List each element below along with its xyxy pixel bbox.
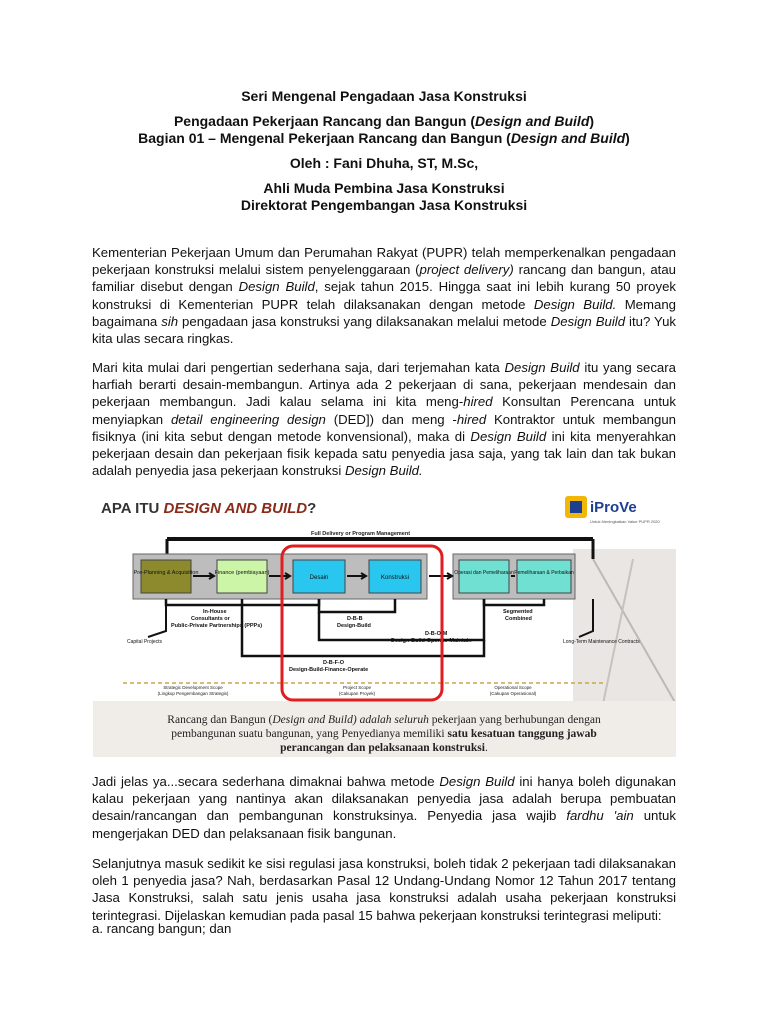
box-finance	[217, 560, 267, 593]
label-dbom: D-B-O-M	[425, 631, 448, 637]
label-longterm: Long-Term Maintenance Contracts	[563, 639, 640, 645]
author-position: Ahli Muda Pembina Jasa Konstruksi	[263, 180, 505, 196]
text-run: Konsultan Perencana untuk menyiapkan	[92, 394, 676, 427]
text-run: , sejak tahun 2015. Hingga saat ini lebih kurang 50 proyek konstruksi di Kementerian PUPR telah dilaksanakan dengan metode	[92, 279, 676, 312]
italic-run: Design Build	[550, 313, 626, 329]
figure-diagram	[93, 489, 676, 757]
text-run: untuk mengerjakan DED dan pelaksanaan fisik bangunan.	[92, 808, 676, 841]
box-preplanning-label: Pre-Planning & Acquisition	[133, 570, 199, 576]
logo-subtext: Untuk Meningkatkan Value PUPR 2020	[590, 519, 660, 524]
label-inhouse: In-House	[203, 609, 227, 615]
text-run: (DED]) dan meng -	[325, 411, 457, 427]
text-run: rancang dan bangun, atau familiar disebut dengan	[92, 262, 676, 295]
paragraph-3	[92, 773, 676, 842]
top-bar-label: Full Delivery or Program Management	[311, 531, 411, 537]
caption-line-1: Rancang dan Bangun (Design and Build) adalah seluruh pekerjaan yang berhubungan dengan	[167, 714, 601, 726]
box-desain-label: Desain	[309, 575, 329, 581]
paragraph-4	[92, 855, 676, 924]
italic-run: hired	[456, 411, 487, 427]
italic-run: fardhu 'ain	[566, 808, 634, 824]
label-capital: Capital Projects	[127, 639, 163, 645]
box-pemeliharaan	[517, 560, 571, 593]
figure-heading: APA ITU DESIGN AND BUILD?	[101, 500, 317, 517]
scope-strategic: Strategic Development Scope	[163, 685, 223, 690]
label-design-build: Design-Build	[337, 623, 371, 629]
text-run: Kontraktor untuk membangun fisiknya (ini kita sebut dengan metode konvensional), maka di	[92, 411, 677, 444]
logo-mark-inner	[570, 501, 582, 513]
label-segmented: Segmented	[503, 609, 533, 615]
title-line-1: Pengadaan Pekerjaan Rancang dan Bangun (Design and Build)	[173, 113, 595, 129]
background-photo	[573, 549, 676, 709]
paragraph-1	[92, 244, 676, 347]
author: Oleh : Fani Dhuha, ST, M.Sc,	[289, 155, 479, 171]
text-run: ini hanya boleh digunakan kalau pekerjaan yang nantinya akan dilaksanakan penyedia jasa adalah berupa pembuatan desain/rancangan dan pembangunan konstruksinya. Penyedia jasa wajib	[92, 774, 676, 824]
label-consultants: Consultants or	[191, 616, 230, 622]
box-finance-label: Finance (pembiayaan)	[214, 570, 270, 576]
box-operasi-label: Operasi dan Pemeliharaan	[454, 570, 514, 576]
title-line-2: Bagian 01 – Mengenal Pekerjaan Rancang dan Bangun (Design and Build)	[138, 130, 630, 146]
italic-run: hired	[463, 394, 493, 410]
text-run: Mari kita mulai dari pengertian sederhana saja, dari terjemahan kata	[92, 360, 505, 375]
italic-run: Design Build	[439, 774, 515, 789]
italic-run: sih	[161, 313, 179, 329]
directorate: Direktorat Pengembangan Jasa Konstruksi	[240, 197, 528, 213]
text-run: Memang bagaimana	[92, 296, 677, 329]
paragraph-2	[92, 359, 676, 479]
scope-operational: Operational Scope	[494, 685, 532, 690]
text-run: ini kita menyerahkan pekerjaan desain dan pekerjaan fisik kepada satu penyedia jasa saja, yang tak lain dan tak bukan adalah penyedia jasa pekerjaan konstruksi	[92, 428, 676, 479]
label-ppp: Public-Private Partnerships (PPPs)	[171, 623, 263, 629]
design-build-figure	[93, 489, 676, 757]
text-run: Jadi jelas ya...secara sederhana dimaknai bahwa metode	[92, 774, 440, 789]
label-combined: Combined	[505, 616, 532, 622]
label-dbfo: D-B-F-O	[323, 660, 345, 666]
italic-run: Design Build	[238, 279, 315, 295]
label-dbom-full: Design-Build-Operate-Maintain	[391, 638, 472, 644]
box-preplanning	[141, 560, 191, 593]
scope-operational-id: (Cakupan Operasional)	[489, 691, 537, 696]
scope-project-id: (Cakupan Proyek)	[338, 691, 376, 696]
box-konstruksi-label: Konstruksi	[380, 575, 410, 581]
italic-run: Design Build	[470, 428, 547, 444]
text-run: pengadaan jasa konstruksi yang dilaksanakan melalui metode	[178, 313, 551, 329]
caption-line-2: pembangunan suatu bangunan, yang Penyedianya memiliki satu kesatuan tanggung jawab	[171, 728, 597, 740]
box-operasi	[459, 560, 509, 593]
scope-project: Project Scope	[342, 685, 372, 690]
italic-run: project delivery)	[419, 262, 514, 278]
caption-line-3: perancangan dan pelaksanaan konstruksi.	[280, 742, 488, 754]
label-dbfo-full: Design-Build-Finance-Operate	[289, 667, 369, 673]
logo-text: iProVe	[590, 499, 637, 516]
label-dbb: D-B-B	[347, 616, 363, 622]
list-item-a: a. rancang bangun; dan	[92, 921, 232, 936]
series-title: Seri Mengenal Pengadaan Jasa Konstruksi	[241, 88, 527, 104]
text-run: Selanjutnya masuk sedikit ke sisi regulasi jasa konstruksi, boleh tidak 2 pekerjaan tadi dilaksanakan oleh 1 penyedia jasa? Nah, berdasarkan Pasal 12 Undang-Undang Nomor 12 Tahun 2017 tentang Jasa Konstruksi, salah satu jenis usaha jasa konstruksi adalah usaha pekerjaan konstruksi terintegrasi. Dijelaskan kemudian pada pasal 15 bahwa pekerjaan konstruksi terintegrasi meliputi:	[92, 856, 676, 923]
box-pemeliharaan-label: Pemeliharaan & Perbaikan	[514, 570, 574, 576]
text-run: Kementerian Pekerjaan Umum dan Perumahan Rakyat (PUPR) telah memperkenalkan pengadaan pekerjaan konstruksi melalui sistem penyelenggaraan (	[92, 245, 676, 278]
italic-run: Design Build.	[344, 463, 423, 479]
scope-strategic-id: (Lingkup Pengembangan Strategis)	[157, 691, 229, 696]
text-run: itu yang secara harfiah berarti desain-membangun. Artinya ada 2 pekerjaan di sana, pekerjaan mendesain dan pekerjaan membangun. Jadi kalau selama ini kita meng-	[92, 360, 676, 410]
text-run: itu? Yuk kita ulas secara ringkas.	[92, 313, 676, 347]
italic-run: Design Build	[504, 360, 580, 375]
italic-run: Design Build.	[533, 296, 617, 312]
italic-run: detail engineering design	[170, 411, 326, 427]
